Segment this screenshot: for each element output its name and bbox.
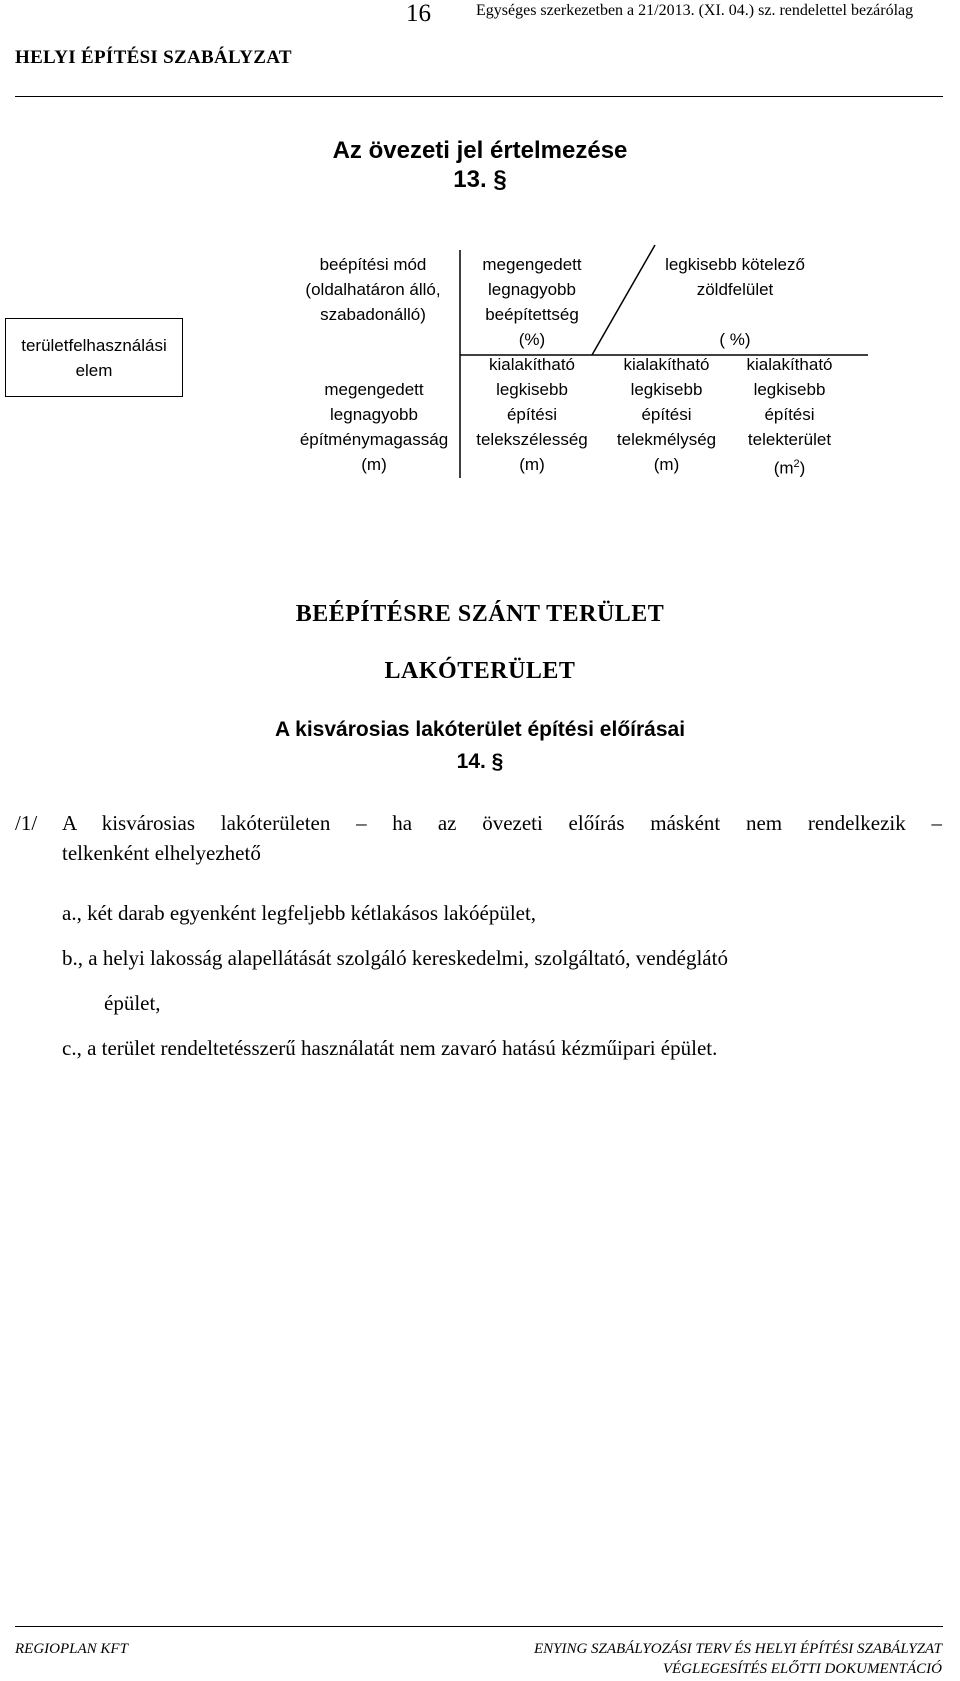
- document-title: HELYI ÉPÍTÉSI SZABÁLYZAT: [15, 47, 292, 68]
- edition-note: Egységes szerkezetben a 21/2013. (XI. 04.) sz. rendelettel bezárólag: [476, 2, 914, 19]
- land-use-element-label: területfelhasználási elem: [21, 336, 167, 380]
- paragraph-number: /1/: [15, 811, 38, 835]
- heading-small-town: A kisvárosias lakóterület építési előírásai: [274, 718, 686, 741]
- heading-built-area: BEÉPÍTÉSRE SZÁNT TERÜLET: [295, 601, 665, 627]
- min-green-unit: ( %): [719, 330, 751, 349]
- section-14-number: 14. §: [456, 750, 504, 773]
- min-area-label: kialakítható legkisebb építési telekterület $(m^2)$: [746, 355, 833, 478]
- paragraph-text-line2: telkenként elhelyezhető: [62, 841, 261, 865]
- max-coverage-label: megengedett legnagyobb beépítettség (%): [482, 255, 582, 349]
- footer-document-status: VÉGLEGESÍTÉS ELŐTTI DOKUMENTÁCIÓ: [662, 1661, 942, 1677]
- section-title: Az övezeti jel értelmezése: [332, 137, 628, 164]
- paragraph-text-line1: A kisvárosias lakóterületen – ha az övezeti előírás másként nem rendelkezik –: [62, 811, 942, 835]
- min-green-label: legkisebb kötelező zöldfelület: [665, 255, 805, 299]
- list-item-c: c., a terület rendeltetésszerű használatát nem zavaró hatású kézműipari épület.: [62, 1036, 718, 1060]
- footer-company: REGIOPLAN KFT: [15, 1641, 128, 1657]
- list-item-b: b., a helyi lakosság alapellátását szolgáló kereskedelmi, szolgáltató, vendéglátó: [62, 946, 728, 970]
- building-mode-label: beépítési mód (oldalhatáron álló, szabadonálló): [305, 255, 441, 324]
- page-number: 16: [406, 0, 431, 27]
- list-item-a: a., két darab egyenként legfeljebb kétlakásos lakóépület,: [62, 901, 537, 925]
- footer-rule: [15, 1626, 943, 1627]
- list-item-b-continuation: épület,: [104, 991, 161, 1015]
- footer-document-title: ENYING SZABÁLYOZÁSI TERV ÉS HELYI ÉPÍTÉSI SZABÁLYZAT: [533, 1641, 942, 1657]
- min-depth-label: kialakítható legkisebb építési telekmélység (m): [616, 355, 717, 474]
- min-width-label: kialakítható legkisebb építési telekszélesség (m): [476, 355, 588, 474]
- section-number: 13. §: [453, 166, 507, 193]
- max-height-label: megengedett legnagyobb építménymagasság (m): [299, 380, 449, 474]
- heading-residential: LAKÓTERÜLET: [384, 658, 576, 684]
